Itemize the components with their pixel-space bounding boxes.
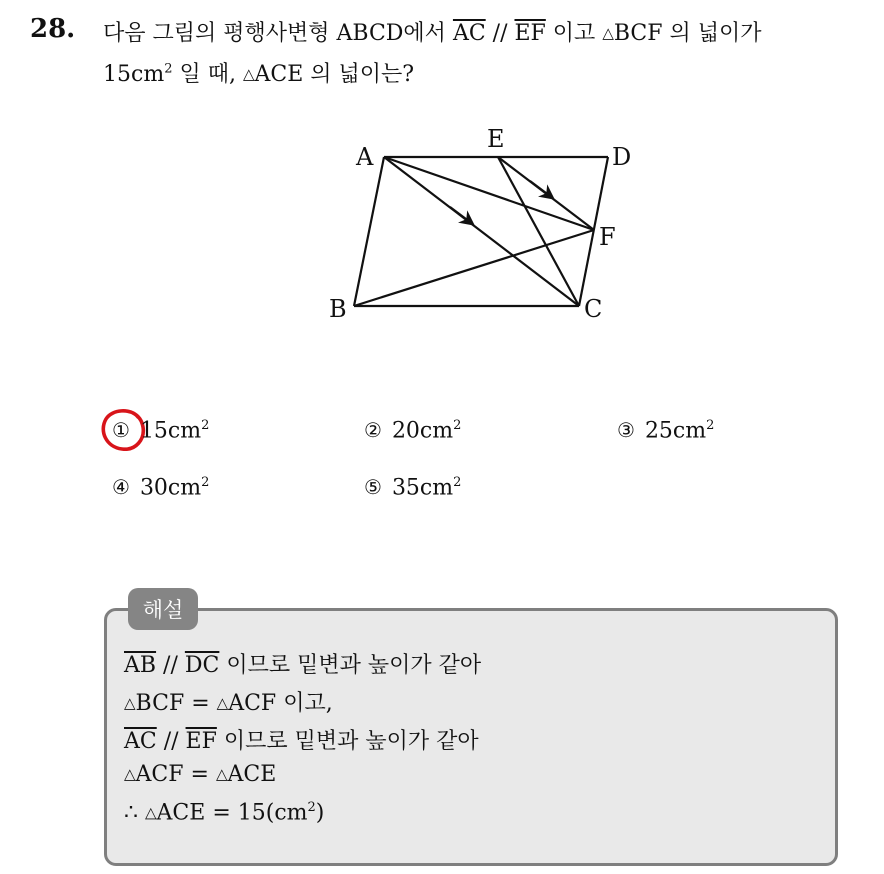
solution-text-2: 이고, <box>276 691 333 716</box>
label-e: E <box>487 125 505 153</box>
segment-dc: $\overline{DC}$ <box>184 653 220 678</box>
choice-5[interactable] <box>364 475 461 500</box>
solution-tag: 해설 <box>128 588 198 630</box>
choice-4-exponent: 2 <box>201 475 210 490</box>
question-tail-2: 의 넓이는? <box>303 62 415 87</box>
triangle-bcf: BCF <box>613 21 663 46</box>
solution-line-5 <box>124 800 324 825</box>
segment-af-line <box>384 157 594 230</box>
choice-3[interactable] <box>617 418 714 443</box>
parallel-symbol: // <box>156 729 186 754</box>
choice-3-mark: ③ <box>617 418 635 443</box>
triangle-icon: △ <box>145 803 157 822</box>
choice-3-exponent: 2 <box>706 418 715 433</box>
triangle-acf: ACF <box>135 762 184 787</box>
choice-3-value: 25cm <box>644 418 707 444</box>
triangle-acf: ACF <box>228 691 277 716</box>
therefore-symbol: ∴ <box>124 800 145 826</box>
question-tail: 의 넓이가 <box>662 21 762 46</box>
choice-4[interactable] <box>112 475 209 500</box>
solution-text-1: 이므로 밑변과 높이가 같아 <box>219 653 482 678</box>
segment-ac: $\overline{AC}$ <box>452 21 486 46</box>
choice-2-mark: ② <box>364 418 382 443</box>
triangle-ace: ACE <box>156 800 206 826</box>
choice-1-mark: ① <box>112 418 130 443</box>
choice-1-exponent: 2 <box>201 418 210 433</box>
segment-ab: $\overline{AB}$ <box>124 653 157 678</box>
choice-5-mark: ⑤ <box>364 475 382 500</box>
given-area: 15cm <box>103 62 165 87</box>
segment-ac-line <box>384 157 579 306</box>
result-close: ) <box>315 800 325 826</box>
question-line-2 <box>103 57 414 88</box>
triangle-ace: ACE <box>227 762 277 787</box>
segment-ac: $\overline{AC}$ <box>124 729 157 754</box>
segment-ef: $\overline{EF}$ <box>185 729 217 754</box>
triangle-bcf: BCF <box>135 691 185 716</box>
choice-4-mark: ④ <box>112 475 130 500</box>
given-area-exponent: 2 <box>164 61 173 77</box>
question-mid: 이고 <box>545 21 603 46</box>
choice-4-value: 30cm <box>139 475 202 501</box>
question-number: 28. <box>30 14 76 44</box>
triangle-ace: ACE <box>254 62 304 87</box>
parallel-symbol: // <box>156 653 185 678</box>
triangle-icon: △ <box>124 765 136 783</box>
arrow-on-ef <box>530 181 550 196</box>
choice-5-exponent: 2 <box>453 475 462 490</box>
triangle-icon: △ <box>216 694 229 712</box>
label-d: D <box>612 143 632 171</box>
triangle-icon: △ <box>124 694 136 712</box>
triangle-icon: △ <box>242 65 255 83</box>
solution-line-2 <box>124 686 333 717</box>
result-exponent: 2 <box>307 800 316 815</box>
label-a: A <box>356 143 374 171</box>
solution-text-3: 이므로 밑변과 높이가 같아 <box>216 729 479 754</box>
choice-2-value: 20cm <box>391 418 454 444</box>
parallelogram-figure <box>320 125 640 330</box>
parallel-symbol: // <box>485 21 515 46</box>
question-line-1 <box>103 16 762 47</box>
choice-2-exponent: 2 <box>453 418 462 433</box>
arrow-on-ac <box>450 207 470 222</box>
choice-1[interactable] <box>112 418 209 443</box>
segment-ec-line <box>498 157 579 306</box>
triangle-icon: △ <box>215 765 228 783</box>
label-c: C <box>584 295 603 323</box>
equals: = <box>183 762 216 787</box>
triangle-icon: △ <box>602 24 614 42</box>
equals: = <box>184 691 217 716</box>
side-ab <box>354 157 384 306</box>
label-f: F <box>599 223 616 251</box>
choice-2[interactable] <box>364 418 461 443</box>
solution-line-1 <box>124 648 481 679</box>
label-b: B <box>329 295 347 323</box>
result-value: = 15(cm <box>205 800 308 826</box>
segment-ef: $\overline{EF}$ <box>514 21 546 46</box>
solution-line-3 <box>124 724 479 755</box>
question-mid-2: 일 때, <box>172 62 243 87</box>
question-intro: 다음 그림의 평행사변형 ABCD에서 <box>103 21 453 46</box>
choice-5-value: 35cm <box>391 475 454 501</box>
solution-line-4 <box>124 762 276 787</box>
choice-1-value: 15cm <box>139 418 202 444</box>
